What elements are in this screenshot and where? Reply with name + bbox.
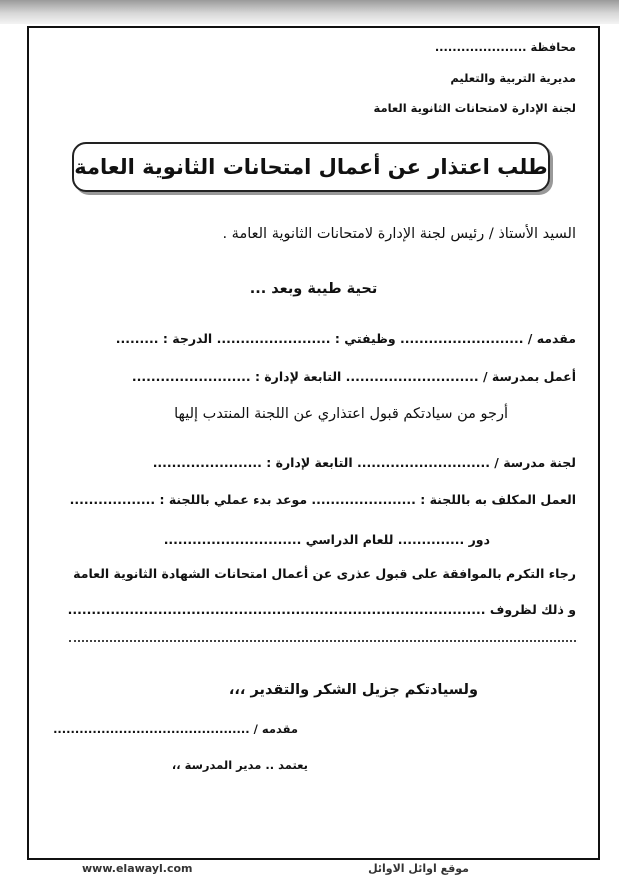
directorate-line: مديرية التربية والتعليم <box>450 71 576 85</box>
footer-site-url[interactable]: www.elawayl.com <box>82 862 193 875</box>
governorate-line: محافظة ..................... <box>434 40 576 54</box>
form-frame <box>27 26 600 860</box>
addressee-line: السيد الأستاذ / رئيس لجنة الإدارة لامتحانات الثانوية العامة . <box>222 226 576 242</box>
page-edge-shadow <box>0 0 619 24</box>
reason-line: و ذلك لظروف ........................................................................................ <box>67 602 576 617</box>
round-line: دور .............. للعام الدراسي ............................. <box>163 532 490 547</box>
approval-line: يعتمد .. مدير المدرسة ،، <box>171 758 308 772</box>
applicant-line: مقدمه / .......................... وظيفتي : ........................ الدرجة : ......... <box>115 331 576 346</box>
greeting-line: تحية طيبة وبعد ... <box>249 281 378 297</box>
request-line: أرجو من سيادتكم قبول اعتذاري عن اللجنة المنتدب إليها <box>174 406 508 422</box>
school-line: أعمل بمدرسة / ............................ التابعة لإدارة : ......................... <box>131 369 576 384</box>
blank-dotted-line <box>69 640 576 642</box>
task-line: العمل المكلف به باللجنة : ...................... موعد بدء عملي باللجنة : .................. <box>69 492 576 507</box>
closing-line: ولسيادتكم جزيل الشكر والتقدير ،،، <box>228 682 478 698</box>
title-box <box>72 142 550 192</box>
committee-school-line: لجنة مدرسة / ............................ التابعة لإدارة : ....................... <box>152 455 576 470</box>
signature-applicant-line: مقدمه / ............................................. <box>53 722 298 736</box>
plea-line: رجاء التكرم بالموافقة على قبول عذرى عن أعمال امتحانات الشهادة الثانوية العامة <box>73 566 576 581</box>
footer-site-name: موقع اوائل الاوائل <box>368 862 469 875</box>
committee-line: لجنة الإدارة لامتحانات الثانوية العامة <box>373 101 576 115</box>
form-title: طلب اعتذار عن أعمال امتحانات الثانوية العامة <box>74 155 548 179</box>
